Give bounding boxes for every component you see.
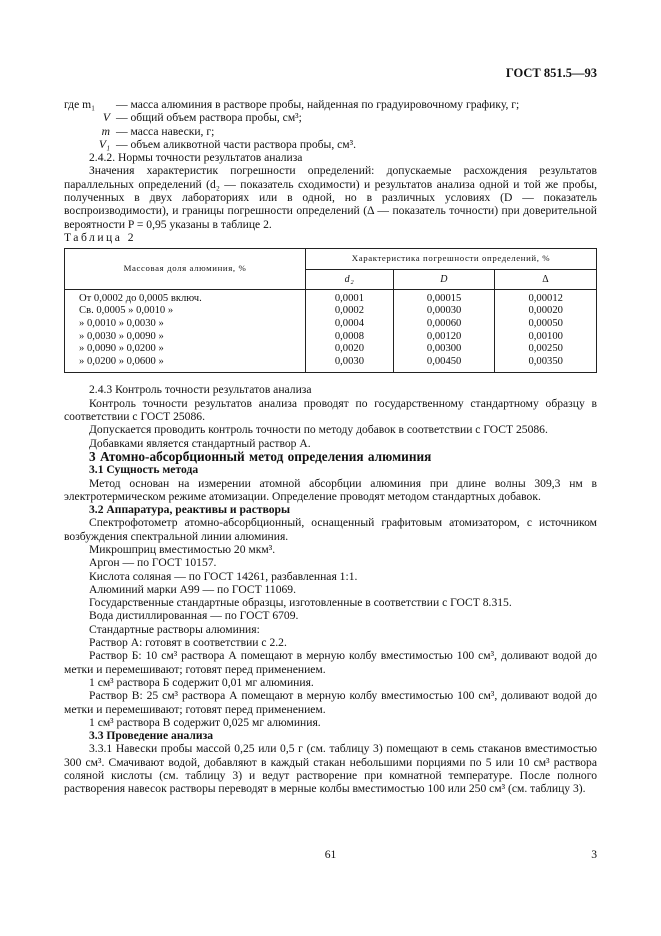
table-row <box>65 318 597 331</box>
cell-range: » 0,0090 » 0,0200 » <box>65 343 306 356</box>
clause-2-4-2-title: 2.4.2. Нормы точности результатов анализа <box>89 151 303 165</box>
equipment-line: Раствор В: 25 см³ раствора А помещают в мерную колбу вместимостью 100 см³, доливают водой до метки и перемешивают; готовят перед применением. <box>64 689 597 716</box>
equipment-line: Раствор Б: 10 см³ раствора А помещают в мерную колбу вместимостью 100 см³, доливают водой до метки и перемешивают; готовят перед применением. <box>64 649 597 676</box>
page-number-center: 61 <box>324 848 337 861</box>
clause-2-4-3-standard: Добавками является стандартный раствор А. <box>89 436 311 450</box>
cell-D: 0,00060 <box>393 318 495 331</box>
accuracy-table <box>64 248 597 373</box>
cell-d2: 0,0008 <box>306 331 394 344</box>
cell-D: 0,00030 <box>393 305 495 318</box>
cell-d2: 0,0004 <box>306 318 394 331</box>
cell-delta: 0,00050 <box>495 318 597 331</box>
definition-row <box>64 138 597 151</box>
clause-3-1-title: 3.1 Сущность метода <box>89 463 199 477</box>
definitions-list <box>64 98 597 151</box>
definition-text: — масса алюминия в растворе пробы, найденная по градуировочному графику, г; <box>116 98 520 111</box>
header-error-characteristics: Характеристика погрешности определений, % <box>306 249 597 269</box>
table-caption: Таблица 2 <box>64 230 137 244</box>
equipment-line: Государственные стандартные образцы, изготовленные в соответствии с ГОСТ 8.315. <box>89 596 512 610</box>
definition-symbol: m <box>101 124 110 138</box>
definition-row <box>64 125 597 138</box>
definition-symbol: где m₁ <box>64 98 96 111</box>
equipment-line: Аргон — по ГОСТ 10157. <box>89 556 217 570</box>
definition-text: — масса навески, г; <box>116 124 215 138</box>
cell-range: » 0,0030 » 0,0090 » <box>65 331 306 344</box>
equipment-line: 1 см³ раствора В содержит 0,025 мг алюминия. <box>89 715 321 729</box>
header-D: D <box>393 269 495 289</box>
definition-row <box>64 111 597 124</box>
equipment-line: 1 см³ раствора Б содержит 0,01 мг алюминия. <box>89 675 314 689</box>
cell-range: » 0,0200 » 0,0600 » <box>65 356 306 373</box>
clause-2-4-3-body: Контроль точности результатов анализа проводят по государственному стандартному образцу в соответствии с ГОСТ 25086. <box>64 396 597 424</box>
cell-D: 0,00450 <box>393 356 495 373</box>
page-content <box>64 98 597 796</box>
header-mass-fraction: Массовая доля алюминия, % <box>65 249 306 290</box>
cell-D: 0,00300 <box>393 343 495 356</box>
cell-delta: 0,00012 <box>495 289 597 305</box>
table-row <box>65 356 597 373</box>
clause-2-4-3-title: 2.4.3 Контроль точности результатов анализа <box>89 383 312 397</box>
table-row <box>65 331 597 344</box>
clause-2-4-2-body: Значения характеристик погрешности определений: допускаемые расхождения результатов параллельных определений (d₂ — показатель сходимости) и результатов анализа одной и той же пробы, полученных в двух лабораториях или в одной, но в различных условиях (D — показатель воспроизводимости), и границы погрешности определений (Δ — показатель точности) при доверительной вероятности P = 0,95 указаны в таблице 2. <box>64 164 597 231</box>
cell-range: От 0,0002 до 0,0005 включ. <box>65 289 306 305</box>
equipment-line: Алюминий марки А99 — по ГОСТ 11069. <box>89 582 297 596</box>
cell-D: 0,00015 <box>393 289 495 305</box>
section-3-heading: 3 Атомно-абсорбционный метод определения алюминия <box>89 448 432 464</box>
equipment-line: Вода дистиллированная — по ГОСТ 6709. <box>89 609 299 623</box>
header-d2: d₂ <box>306 269 394 289</box>
definition-text: — объем аликвотной части раствора пробы, см³. <box>116 137 356 151</box>
equipment-line: Раствор А: готовят в соответствии с 2.2. <box>89 636 287 650</box>
definition-symbol: V <box>102 111 110 125</box>
cell-d2: 0,0001 <box>306 289 394 305</box>
equipment-line: Микрошприц вместимостью 20 мкм³. <box>89 542 276 556</box>
cell-delta: 0,00100 <box>495 331 597 344</box>
equipment-line: Кислота соляная — по ГОСТ 14261, разбавленная 1:1. <box>89 569 358 583</box>
standard-header: ГОСТ 851.5—93 <box>505 66 597 80</box>
cell-d2: 0,0030 <box>306 356 394 373</box>
clause-3-2-title: 3.2 Аппаратура, реактивы и растворы <box>89 503 291 517</box>
equipment-line: Стандартные растворы алюминия: <box>89 622 260 636</box>
clause-3-3-1-body: 3.3.1 Навески пробы массой 0,25 или 0,5 г (см. таблицу 3) помещают в семь стаканов вместимостью 300 см³. Смачивают водой, добавляют в каждый стакан небольшими порциями по 5 или 10 см³ раствора соляной кислоты (см. таблицу 3) и ведут растворение при комнатной температуре. После полного растворения навесок растворы переводят в мерные колбы вместимостью 100 или 250 см³ (см. таблицу 3). <box>64 742 597 796</box>
definition-text: — общий объем раствора пробы, см³; <box>116 111 302 125</box>
cell-range: Св. 0,0005 » 0,0010 » <box>65 305 306 318</box>
cell-range: » 0,0010 » 0,0030 » <box>65 318 306 331</box>
cell-D: 0,00120 <box>393 331 495 344</box>
cell-delta: 0,00350 <box>495 356 597 373</box>
clause-3-3-title: 3.3 Проведение анализа <box>89 729 214 743</box>
table-row <box>65 305 597 318</box>
cell-delta: 0,00020 <box>495 305 597 318</box>
equipment-line: Спектрофотометр атомно-абсорбционный, оснащенный графитовым атомизатором, с источником возбуждения спектральной линии алюминия. <box>64 516 597 543</box>
definition-symbol: V₁ <box>98 137 110 151</box>
cell-d2: 0,0020 <box>306 343 394 356</box>
clause-3-1-body: Метод основан на измерении атомной абсорбции алюминия при длине волны 309,3 нм в электротермическом режиме атомизации. Определение проводят методом стандартных добавок. <box>64 476 597 503</box>
page-number-right: 3 <box>591 848 597 861</box>
definition-row <box>64 98 597 111</box>
table-row <box>65 343 597 356</box>
header-delta: Δ <box>495 269 597 289</box>
clause-2-4-3-additions: Допускается проводить контроль точности по методу добавок в соответствии с ГОСТ 25086. <box>89 423 548 437</box>
table-row <box>65 289 597 305</box>
cell-d2: 0,0002 <box>306 305 394 318</box>
cell-delta: 0,00250 <box>495 343 597 356</box>
